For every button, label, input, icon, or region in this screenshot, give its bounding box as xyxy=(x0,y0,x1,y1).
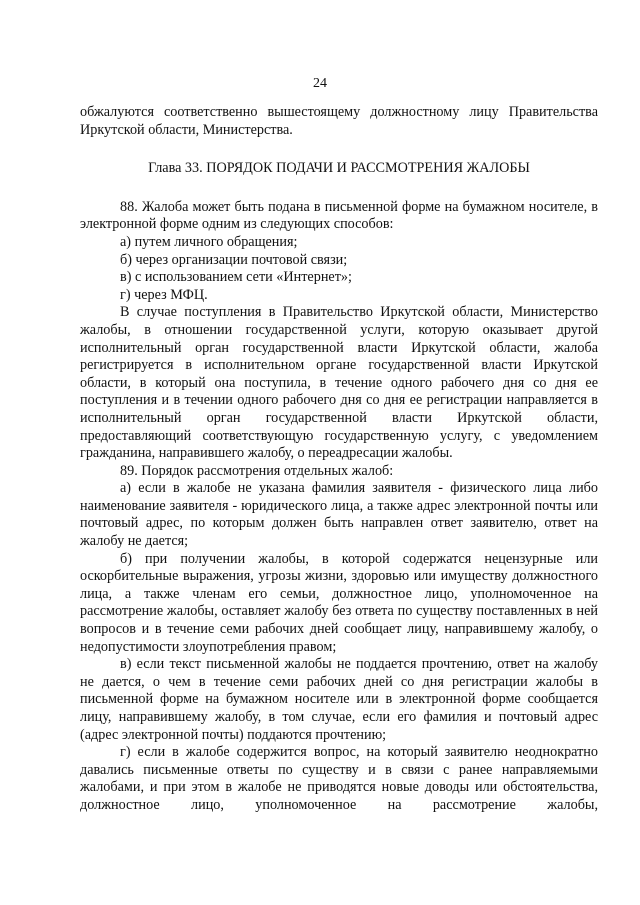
paragraph-89-a: а) если в жалобе не указана фамилия заявителя - физического лица либо наименование заявителя - юридического лица, а также адрес электронной почты или почтовый адрес, по которым должен быть направлен ответ заявителю, ответ на жалобу не дается; xyxy=(80,480,598,550)
paragraph-89-b: б) при получении жалобы, в которой содержатся нецензурные или оскорбительные выражения, угрозы жизни, здоровью или имуществу должностного лица, а также членам его семьи, должностное лицо, уполномоченное на рассмотрение жалобы, оставляет жалобу без ответа по существу поставленных в ней вопросов и в течение семи рабочих дней сообщает лицу, направившему жалобу, о недопустимости злоупотребления правом; xyxy=(80,550,598,655)
intro-paragraph: обжалуются соответственно вышестоящему должностному лицу Правительства Иркутской области, Министерства. xyxy=(80,104,598,138)
paragraph-88-b: б) через организации почтовой связи; xyxy=(120,251,348,268)
paragraph-89: 89. Порядок рассмотрения отдельных жалоб: xyxy=(120,462,394,479)
paragraph-88-c: в) с использованием сети «Интернет»; xyxy=(120,269,352,286)
paragraph-88: 88. Жалоба может быть подана в письменной форме на бумажном носителе, в электронной форме одним из следующих способов: xyxy=(80,198,598,233)
paragraph-88-d: г) через МФЦ. xyxy=(120,286,208,303)
page-number: 24 xyxy=(313,76,327,91)
paragraph-88-case: В случае поступления в Правительство Иркутской области, Министерство жалобы, в отношении государственной услуги, которую оказывает другой исполнительный орган государственной власти Иркутской области, жалоба регистрируется в исполнительном органе государственной власти Иркутской области, в который она поступила, в течение одного рабочего дня со дня ее поступления и в течении одного рабочего дня со дня ее регистрации направляется в исполнительный орган государственной власти Иркутской области, предоставляющий соответствующую государственную услугу, с уведомлением гражданина, направившего жалобу, о переадресации жалобы. xyxy=(80,304,598,462)
paragraph-89-d: г) если в жалобе содержится вопрос, на который заявителю неоднократно давались письменные ответы по существу и в связи с ранее направляемыми жалобами, и при этом в жалобе не приводятся новые доводы или обстоятельства, должностное лицо, уполномоченное на рассмотрение жалобы, xyxy=(80,744,598,813)
paragraph-89-c: в) если текст письменной жалобы не поддается прочтению, ответ на жалобу не дается, о чем в течение семи рабочих дней со дня регистрации жалобы в письменной форме на бумажном носителе или в электронной форме сообщается лицу, направившему жалобу, в том случае, если его фамилия и почтовый адрес (адрес электронной почты) поддаются прочтению; xyxy=(80,656,598,743)
chapter-title: Глава 33. ПОРЯДОК ПОДАЧИ И РАССМОТРЕНИЯ ЖАЛОБЫ xyxy=(148,160,530,177)
paragraph-88-a: а) путем личного обращения; xyxy=(120,233,298,250)
document-body xyxy=(80,104,598,815)
